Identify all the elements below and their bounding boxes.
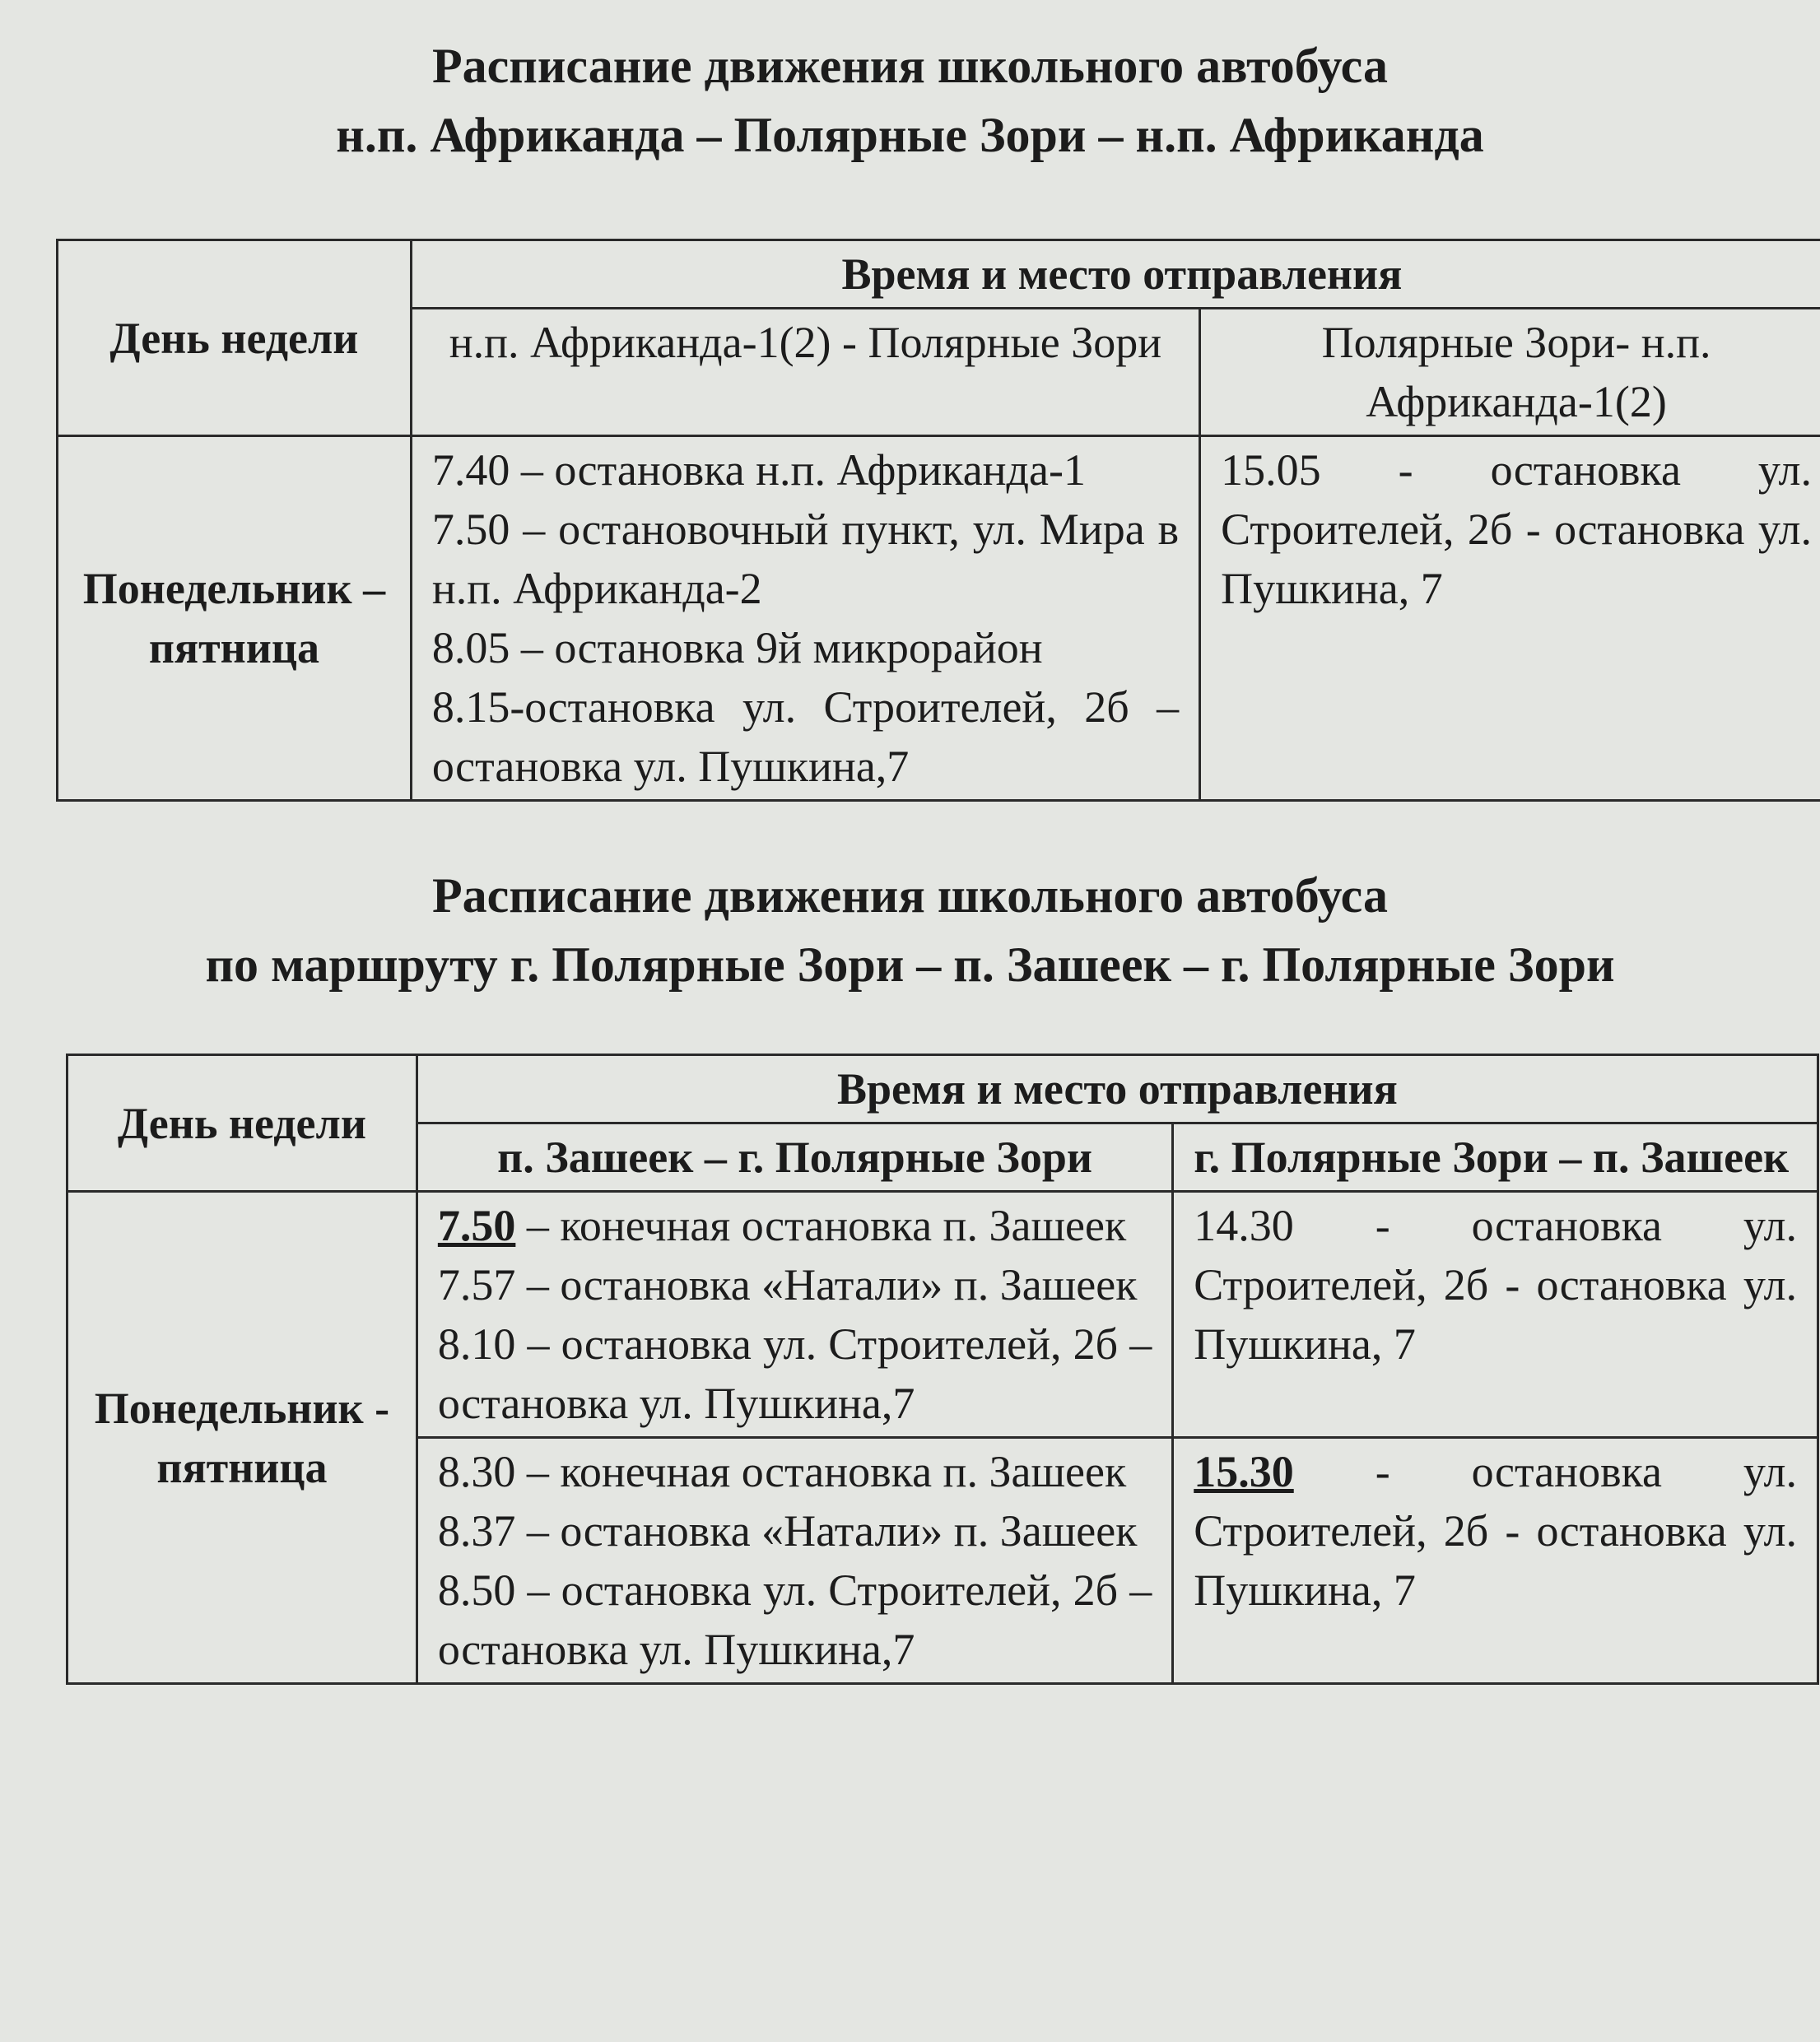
trip-1-stops (417, 1192, 1172, 1438)
trip-1-return (1173, 1192, 1818, 1438)
stop-line: 8.37 – остановка «Натали» п. Зашеек (437, 1506, 1138, 1556)
direction-1-header: п. Зашеек – г. Полярные Зори (417, 1123, 1172, 1192)
day-value: Понедельник - пятница (67, 1192, 417, 1684)
day-header: День недели (58, 240, 412, 436)
stop-line: 7.50 – остановочный пункт, ул. Мира в н.п. Африканда-2 (431, 505, 1180, 613)
stop-name: - остановка ул. Строителей, 2б - остановка ул. Пушкина, 7 (1194, 1447, 1797, 1615)
schedule-table-2 (66, 1054, 1819, 1685)
stop-name: – конечная остановка п. Зашеек (515, 1201, 1127, 1250)
title-line-2: н.п. Африканда – Полярные Зори – н.п. Африканда (336, 108, 1484, 162)
title-line-1: Расписание движения школьного автобуса (431, 868, 1388, 923)
schedule-table-1 (56, 239, 1820, 802)
stop-line (438, 1196, 1152, 1255)
title-line-1: Расписание движения школьного автобуса (431, 39, 1388, 93)
departure-time: 15.30 (1194, 1447, 1294, 1496)
day-header: День недели (67, 1055, 417, 1192)
stop-line: 8.50 – остановка ул. Строителей, 2б – остановка ул. Пушкина,7 (437, 1565, 1152, 1674)
stop-line: 8.05 – остановка 9й микрорайон (431, 623, 1043, 672)
direction-2-stops (1200, 436, 1820, 801)
direction-1-stops (411, 436, 1199, 801)
direction-2-header: Полярные Зори- н.п. Африканда-1(2) (1200, 309, 1820, 436)
trip-2-return (1173, 1438, 1818, 1684)
stop-line: 8.15-остановка ул. Строителей, 2б – остановка ул. Пушкина,7 (431, 682, 1180, 791)
time-header: Время и место отправления (411, 240, 1820, 309)
stop-line: 8.30 – конечная остановка п. Зашеек (437, 1447, 1127, 1496)
stop-line: 8.10 – остановка ул. Строителей, 2б – остановка ул. Пушкина,7 (437, 1319, 1152, 1428)
direction-2-header: г. Полярные Зори – п. Зашеек (1173, 1123, 1818, 1192)
title-line-2: по маршруту г. Полярные Зори – п. Зашеек – г. Полярные Зори (205, 937, 1615, 992)
schedule-title-2 (0, 861, 1820, 999)
stop-line (1194, 1442, 1797, 1620)
stop-line: 14.30 - остановка ул. Строителей, 2б - остановка ул. Пушкина, 7 (1194, 1201, 1797, 1369)
stop-line: 7.40 – остановка н.п. Африканда-1 (431, 445, 1086, 495)
direction-1-header: н.п. Африканда-1(2) - Полярные Зори (411, 309, 1199, 436)
stop-line: 7.57 – остановка «Натали» п. Зашеек (437, 1260, 1138, 1309)
schedule-title-1 (0, 31, 1820, 170)
trip-2-stops (417, 1438, 1172, 1684)
departure-time: 7.50 (437, 1201, 516, 1250)
time-header: Время и место отправления (417, 1055, 1818, 1123)
day-value: Понедельник – пятница (58, 436, 412, 801)
stop-line: 15.05 - остановка ул. Строителей, 2б - остановка ул. Пушкина, 7 (1221, 445, 1812, 613)
